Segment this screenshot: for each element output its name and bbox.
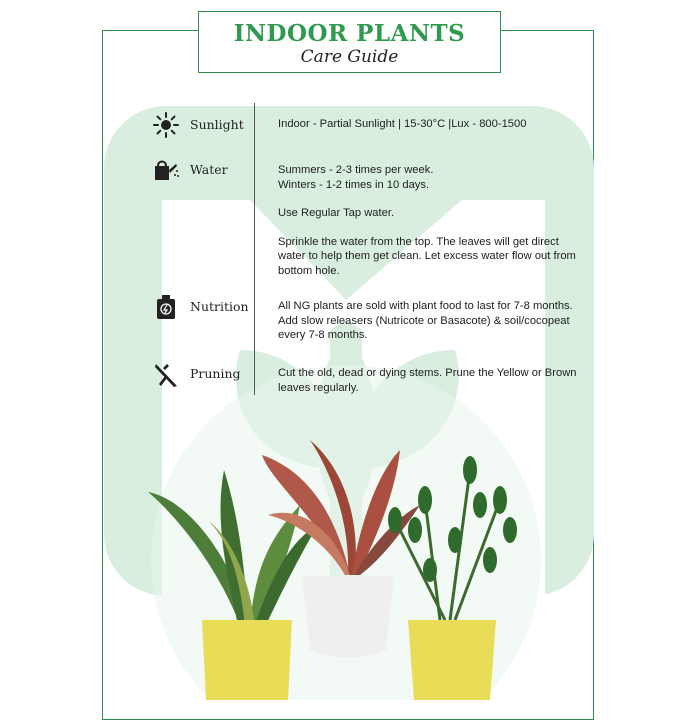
water-sprinkle: Sprinkle the water from the top. The leaves will get direct water to help them get clean. Let excess water flow out from bottom hole. xyxy=(278,235,576,277)
nutrition-text: All NG plants are sold with plant food to last for 7-8 months. Add slow releasers (Nutricote or Basacote) & soil/cocopeat every 7-8 months. xyxy=(278,300,573,341)
pruning-text: Cut the old, dead or dying stems. Prune the Yellow or Brown leaves regularly. xyxy=(278,367,577,394)
zz-plant xyxy=(388,456,517,700)
sunlight-text: Indoor - Partial Sunlight | 15-30°C |Lux - 800-1500 xyxy=(278,118,527,130)
pruning-label: Pruning xyxy=(190,366,241,381)
water-tap: Use Regular Tap water. xyxy=(278,207,395,219)
water-winter: Winters - 1-2 times in 10 days. xyxy=(278,178,430,191)
page-subtitle: Care Guide xyxy=(300,47,399,67)
sunlight-label: Sunlight xyxy=(190,117,244,132)
title-box xyxy=(198,11,501,73)
water-label: Water xyxy=(190,162,228,177)
page-title: INDOOR PLANTS xyxy=(233,20,466,47)
nutrition-label: Nutrition xyxy=(190,299,249,314)
snake-plant xyxy=(148,470,318,700)
water-summer: Summers - 2-3 times per week. xyxy=(278,164,434,176)
